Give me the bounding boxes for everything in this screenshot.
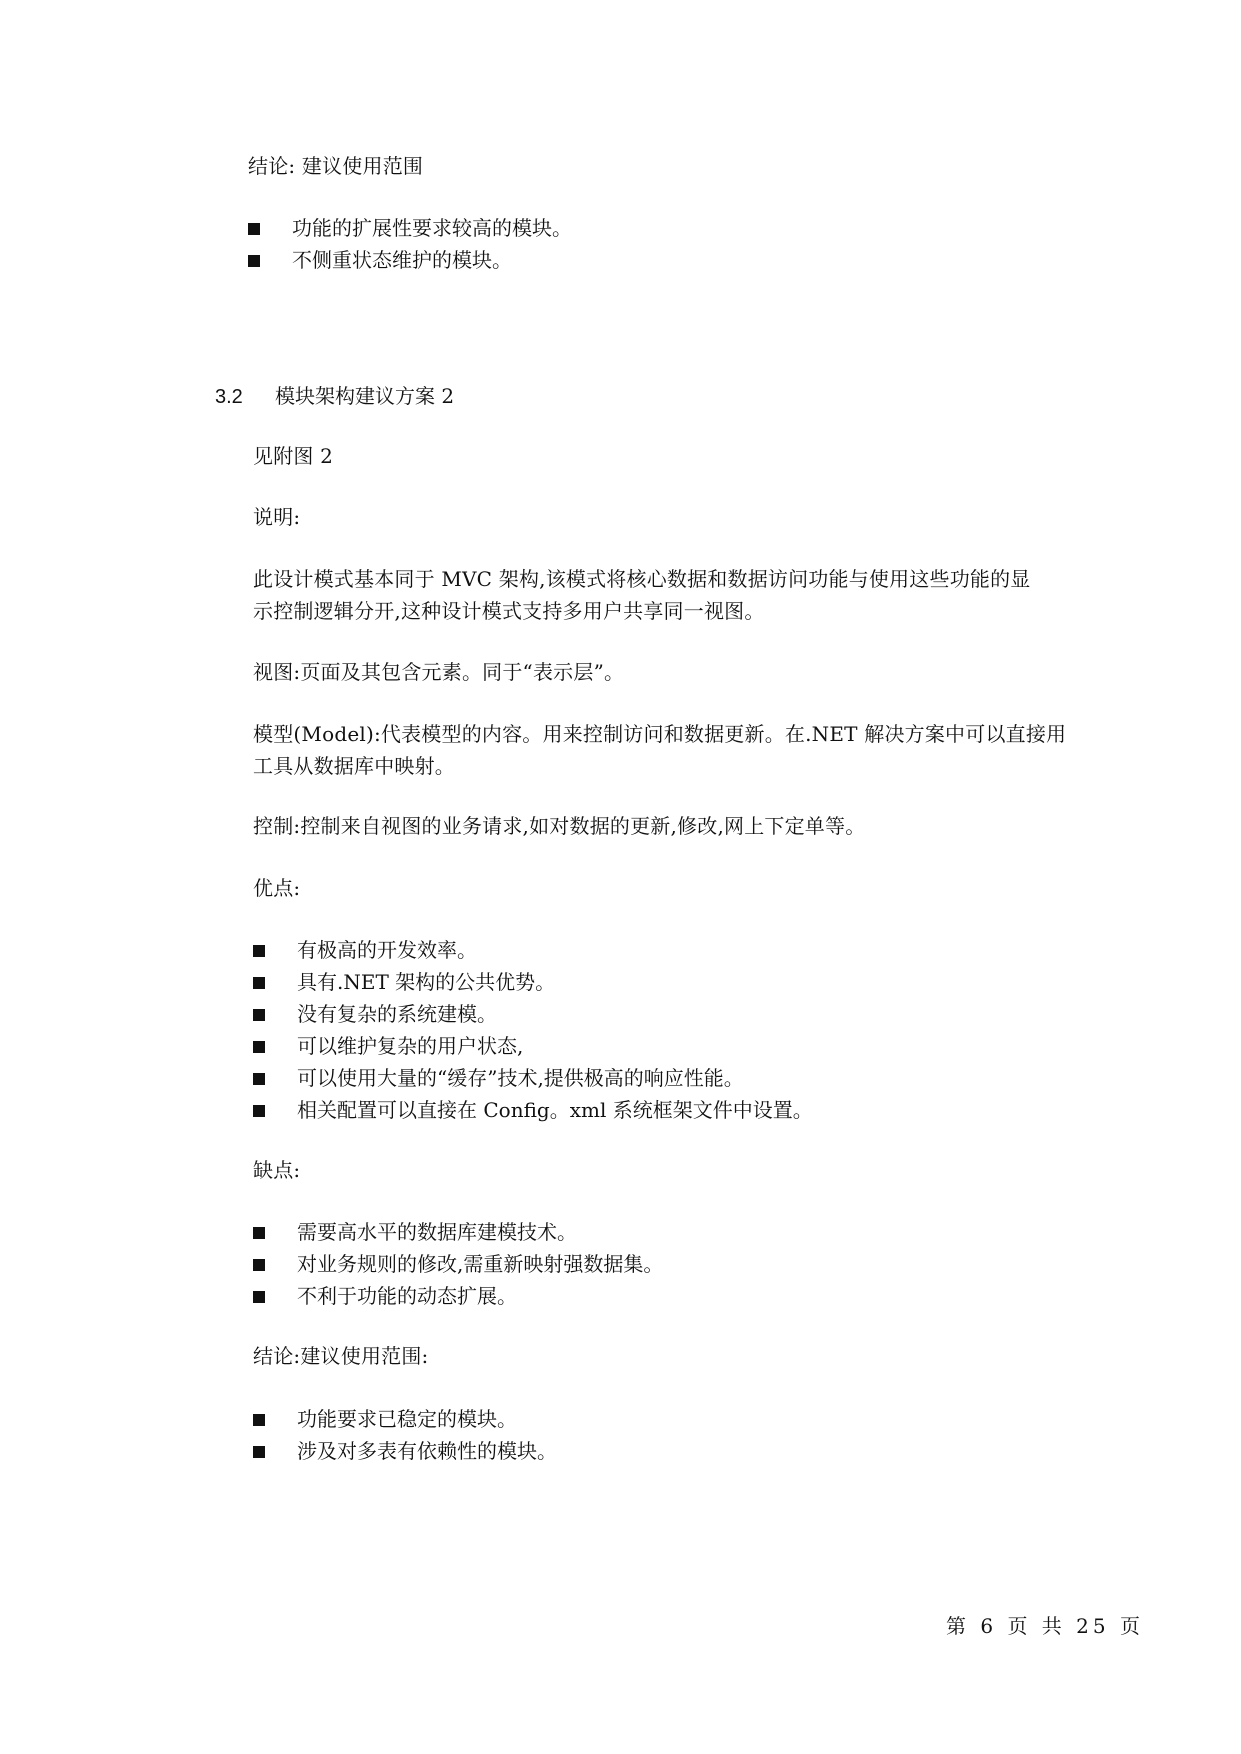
square-bullet-icon <box>253 945 265 957</box>
square-bullet-icon <box>253 1009 265 1021</box>
list-item-text: 功能要求已稳定的模块。 <box>297 1407 517 1431</box>
explain-paragraph-line-1: 此设计模式基本同于 MVC 架构,该模式将核心数据和数据访问功能与使用这些功能的显 <box>253 567 1031 591</box>
view-paragraph: 视图:页面及其包含元素。同于“表示层”。 <box>253 660 625 684</box>
list-item-text: 具有.NET 架构的公共优势。 <box>297 970 556 994</box>
list-item-text: 不侧重状态维护的模块。 <box>292 248 512 272</box>
square-bullet-icon <box>253 1414 265 1426</box>
page-number-footer: 第 6 页 共 25 页 <box>946 1614 1144 1638</box>
square-bullet-icon <box>253 1446 265 1458</box>
list-item-text: 涉及对多表有依赖性的模块。 <box>297 1439 557 1463</box>
square-bullet-icon <box>253 977 265 989</box>
see-figure-text: 见附图 2 <box>253 444 334 468</box>
conclusion-label-1: 结论: 建议使用范围 <box>248 154 424 178</box>
section-title: 模块架构建议方案 2 <box>275 384 455 408</box>
list-item-text: 可以使用大量的“缓存”技术,提供极高的响应性能。 <box>297 1066 744 1090</box>
list-item-text: 没有复杂的系统建模。 <box>297 1002 497 1026</box>
list-item-text: 功能的扩展性要求较高的模块。 <box>292 216 572 240</box>
list-item-text: 有极高的开发效率。 <box>297 938 477 962</box>
square-bullet-icon <box>253 1041 265 1053</box>
list-item-text: 需要高水平的数据库建模技术。 <box>297 1220 577 1244</box>
square-bullet-icon <box>248 223 260 235</box>
square-bullet-icon <box>253 1259 265 1271</box>
square-bullet-icon <box>253 1073 265 1085</box>
explain-paragraph-line-2: 示控制逻辑分开,这种设计模式支持多用户共享同一视图。 <box>253 599 765 623</box>
square-bullet-icon <box>253 1291 265 1303</box>
square-bullet-icon <box>253 1105 265 1117</box>
section-heading <box>215 382 454 411</box>
cons-label: 缺点: <box>253 1158 301 1182</box>
pros-label: 优点: <box>253 876 301 900</box>
list-item-text: 对业务规则的修改,需重新映射强数据集。 <box>297 1252 664 1276</box>
model-paragraph-line-2: 工具从数据库中映射。 <box>253 754 455 778</box>
list-item-text: 不利于功能的动态扩展。 <box>297 1284 517 1308</box>
explain-label: 说明: <box>253 505 301 529</box>
square-bullet-icon <box>253 1227 265 1239</box>
conclusion-label-2: 结论:建议使用范围: <box>253 1344 429 1368</box>
section-number: 3.2 <box>215 386 243 408</box>
list-item-text: 可以维护复杂的用户状态, <box>297 1034 524 1058</box>
model-paragraph-line-1: 模型(Model):代表模型的内容。用来控制访问和数据更新。在.NET 解决方案中可以直接用 <box>253 722 1067 746</box>
control-paragraph: 控制:控制来自视图的业务请求,如对数据的更新,修改,网上下定单等。 <box>253 814 866 838</box>
square-bullet-icon <box>248 255 260 267</box>
list-item-text: 相关配置可以直接在 Config。xml 系统框架文件中设置。 <box>297 1098 813 1122</box>
